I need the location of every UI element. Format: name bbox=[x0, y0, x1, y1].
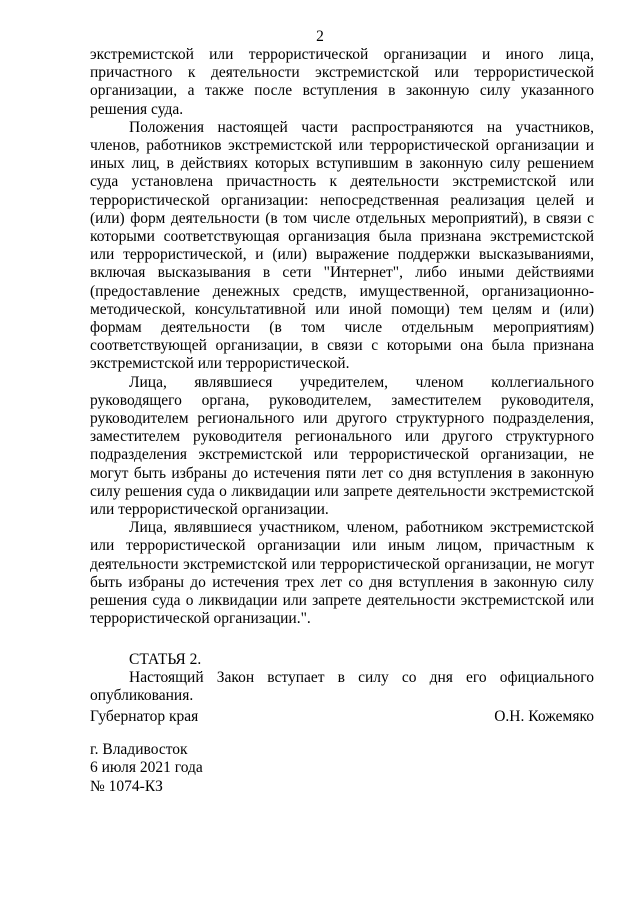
article-text: Настоящий Закон вступает в силу со дня его официального опубликования. bbox=[90, 668, 594, 704]
footer-number: № 1074-КЗ bbox=[90, 777, 163, 795]
document-footer bbox=[90, 741, 203, 796]
article-heading: СТАТЬЯ 2. bbox=[129, 650, 202, 668]
footer-date: 6 июля 2021 года bbox=[90, 759, 203, 777]
signatory-name: О.Н. Кожемяко bbox=[494, 708, 594, 725]
page-number: 2 bbox=[316, 28, 324, 45]
signatory-position: Губернатор края bbox=[90, 708, 199, 725]
paragraph-scope: Положения настоящей части распространяются на участников, членов, работников экстремистской или террористической организации и иных лиц, в действиях которых вступившим в законную силу решением суда установлена причастность к деятельности экстремистской или террористической организации: непосредственная реализация целей и (или) форм деятельности (в том числе отдельных мероприятий), в связи с которыми соответствующая организация была признана экстремистской или террористической, и (или) выражение поддержки высказываниями, включая высказывания в сети "Интернет", либо иными действиями (предоставление денежных средств, имущественной, организационно-методической, консультативной или иной помощи) тем целям и (или) формам деятельности (в том числе отдельным мероприятиям) соответствующей организации, в связи с которыми она была признана экстремистской или террористической. bbox=[90, 118, 594, 373]
document-body bbox=[90, 46, 594, 705]
paragraph-continuation: экстремистской или террористической организации и иного лица, причастного к деятельности экстремистской или террористической организации, а также после вступления в законную силу указанного решения суда. bbox=[90, 46, 594, 118]
footer-city: г. Владивосток bbox=[90, 741, 188, 758]
paragraph-participants: Лица, являвшиеся участником, членом, работником экстремистской или террористической организации или иным лицом, причастным к деятельности экстремистской или террористической организации, не могут быть избраны до истечения трех лет со дня вступления в законную силу решения суда о ликвидации или запрете деятельности экстремистской или террористической организации.". bbox=[90, 519, 594, 628]
paragraph-founders: Лица, являвшиеся учредителем, членом коллегиального руководящего органа, руководителем, заместителем руководителя, руководителем регионального или другого структурного подразделения, заместителем руководителя регионального или другого структурного подразделения экстремистской или террористической организации, не могут быть избраны до истечения пяти лет со дня вступления в законную силу решения суда о ликвидации или запрете деятельности экстремистской или террористической организации. bbox=[90, 373, 594, 519]
